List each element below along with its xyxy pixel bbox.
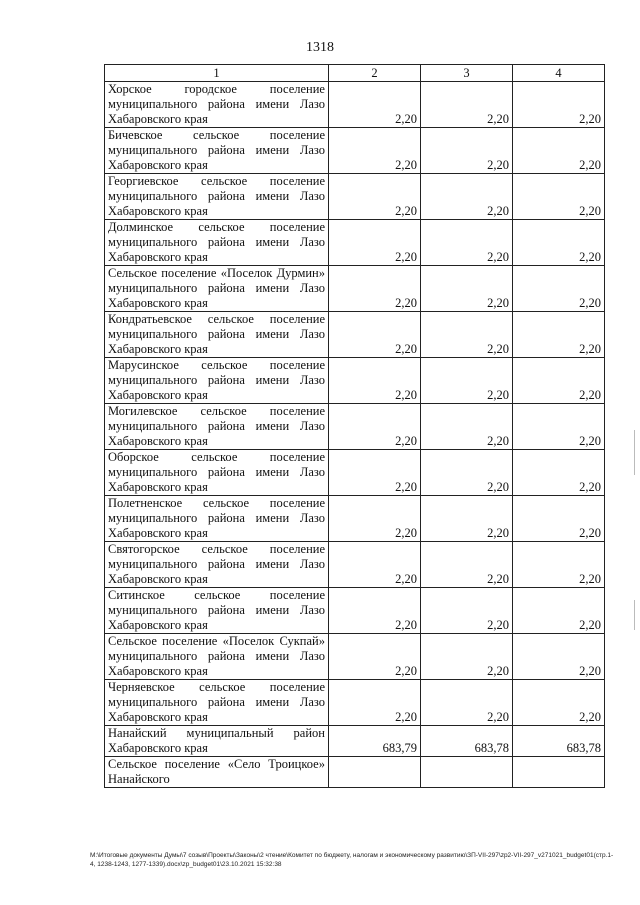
- column-header: 1: [105, 65, 329, 82]
- settlement-name: Марусинское сельское поселение муниципального района имени Лазо Хабаровского края: [105, 358, 329, 404]
- value-cell: 2,20: [329, 450, 421, 496]
- value-cell: 2,20: [329, 358, 421, 404]
- value-cell: 2,20: [421, 358, 513, 404]
- value-cell: 2,20: [329, 266, 421, 312]
- value-cell: 2,20: [329, 496, 421, 542]
- table-row: [105, 757, 605, 788]
- settlement-name: Ситинское сельское поселение муниципального района имени Лазо Хабаровского края: [105, 588, 329, 634]
- settlement-name: Святогорское сельское поселение муниципального района имени Лазо Хабаровского края: [105, 542, 329, 588]
- table-row: [105, 82, 605, 128]
- value-cell: 2,20: [513, 82, 605, 128]
- value-cell: 683,79: [329, 726, 421, 757]
- value-cell: 2,20: [421, 450, 513, 496]
- value-cell: 2,20: [421, 128, 513, 174]
- table-row: [105, 588, 605, 634]
- district-name: Нанайский муниципальный район Хабаровского края: [105, 726, 329, 757]
- value-cell: 2,20: [421, 266, 513, 312]
- value-cell: 2,20: [329, 312, 421, 358]
- scan-edge-mark: [634, 600, 635, 630]
- value-cell: [329, 757, 421, 788]
- table-row: [105, 266, 605, 312]
- value-cell: 2,20: [513, 542, 605, 588]
- value-cell: 2,20: [421, 220, 513, 266]
- column-header: 3: [421, 65, 513, 82]
- value-cell: 2,20: [421, 312, 513, 358]
- value-cell: 2,20: [513, 174, 605, 220]
- value-cell: 683,78: [513, 726, 605, 757]
- settlement-name: Оборское сельское поселение муниципального района имени Лазо Хабаровского края: [105, 450, 329, 496]
- settlement-name: Полетненское сельское поселение муниципального района имени Лазо Хабаровского края: [105, 496, 329, 542]
- settlement-name: Сельское поселение «Поселок Дурмин» муниципального района имени Лазо Хабаровского края: [105, 266, 329, 312]
- table-row: [105, 220, 605, 266]
- value-cell: 2,20: [513, 588, 605, 634]
- budget-table: [104, 64, 605, 788]
- page-number: 1318: [306, 40, 334, 55]
- settlement-name: Могилевское сельское поселение муниципального района имени Лазо Хабаровского края: [105, 404, 329, 450]
- value-cell: 2,20: [513, 266, 605, 312]
- value-cell: 2,20: [329, 542, 421, 588]
- value-cell: 2,20: [513, 128, 605, 174]
- value-cell: [421, 757, 513, 788]
- column-header: 2: [329, 65, 421, 82]
- table-row: [105, 312, 605, 358]
- value-cell: [513, 757, 605, 788]
- table-row: [105, 680, 605, 726]
- value-cell: 683,78: [421, 726, 513, 757]
- value-cell: 2,20: [513, 496, 605, 542]
- value-cell: 2,20: [513, 220, 605, 266]
- table-row: [105, 726, 605, 757]
- value-cell: 2,20: [421, 680, 513, 726]
- value-cell: 2,20: [421, 174, 513, 220]
- value-cell: 2,20: [329, 680, 421, 726]
- settlement-name: Бичевское сельское поселение муниципального района имени Лазо Хабаровского края: [105, 128, 329, 174]
- document-file-path: M:\Итоговые документы Думы\7 созыв\Проекты\Законы\2 чтение\Комитет по бюджету, налогам и экономическому развитию\ЗП-VII-297\zp2-VII-297_v271021_budget01(стр.1-4, 1238-1243, 1277-1339).docx\zp_budget01\23.10.2021 15:32:38: [90, 852, 614, 868]
- value-cell: 2,20: [329, 404, 421, 450]
- value-cell: 2,20: [421, 588, 513, 634]
- value-cell: 2,20: [421, 634, 513, 680]
- value-cell: 2,20: [421, 404, 513, 450]
- value-cell: 2,20: [513, 634, 605, 680]
- value-cell: 2,20: [329, 634, 421, 680]
- table-row: [105, 634, 605, 680]
- table-row: [105, 358, 605, 404]
- table-header-row: [105, 65, 605, 82]
- column-header: 4: [513, 65, 605, 82]
- scan-edge-mark: [634, 430, 635, 475]
- value-cell: 2,20: [421, 82, 513, 128]
- table-row: [105, 174, 605, 220]
- value-cell: 2,20: [513, 358, 605, 404]
- table-row: [105, 404, 605, 450]
- settlement-name: Сельское поселение «Село Троицкое» Нанайского: [105, 757, 329, 788]
- settlement-name: Хорское городское поселение муниципального района имени Лазо Хабаровского края: [105, 82, 329, 128]
- value-cell: 2,20: [513, 680, 605, 726]
- settlement-name: Черняевское сельское поселение муниципального района имени Лазо Хабаровского края: [105, 680, 329, 726]
- settlement-name: Сельское поселение «Поселок Сукпай» муниципального района имени Лазо Хабаровского края: [105, 634, 329, 680]
- value-cell: 2,20: [329, 220, 421, 266]
- value-cell: 2,20: [329, 588, 421, 634]
- value-cell: 2,20: [421, 496, 513, 542]
- table-row: [105, 128, 605, 174]
- settlement-name: Долминское сельское поселение муниципального района имени Лазо Хабаровского края: [105, 220, 329, 266]
- value-cell: 2,20: [513, 312, 605, 358]
- table-row: [105, 496, 605, 542]
- table-row: [105, 542, 605, 588]
- value-cell: 2,20: [329, 174, 421, 220]
- value-cell: 2,20: [329, 128, 421, 174]
- value-cell: 2,20: [329, 82, 421, 128]
- table-row: [105, 450, 605, 496]
- settlement-name: Георгиевское сельское поселение муниципального района имени Лазо Хабаровского края: [105, 174, 329, 220]
- settlement-name: Кондратьевское сельское поселение муниципального района имени Лазо Хабаровского края: [105, 312, 329, 358]
- value-cell: 2,20: [421, 542, 513, 588]
- value-cell: 2,20: [513, 404, 605, 450]
- value-cell: 2,20: [513, 450, 605, 496]
